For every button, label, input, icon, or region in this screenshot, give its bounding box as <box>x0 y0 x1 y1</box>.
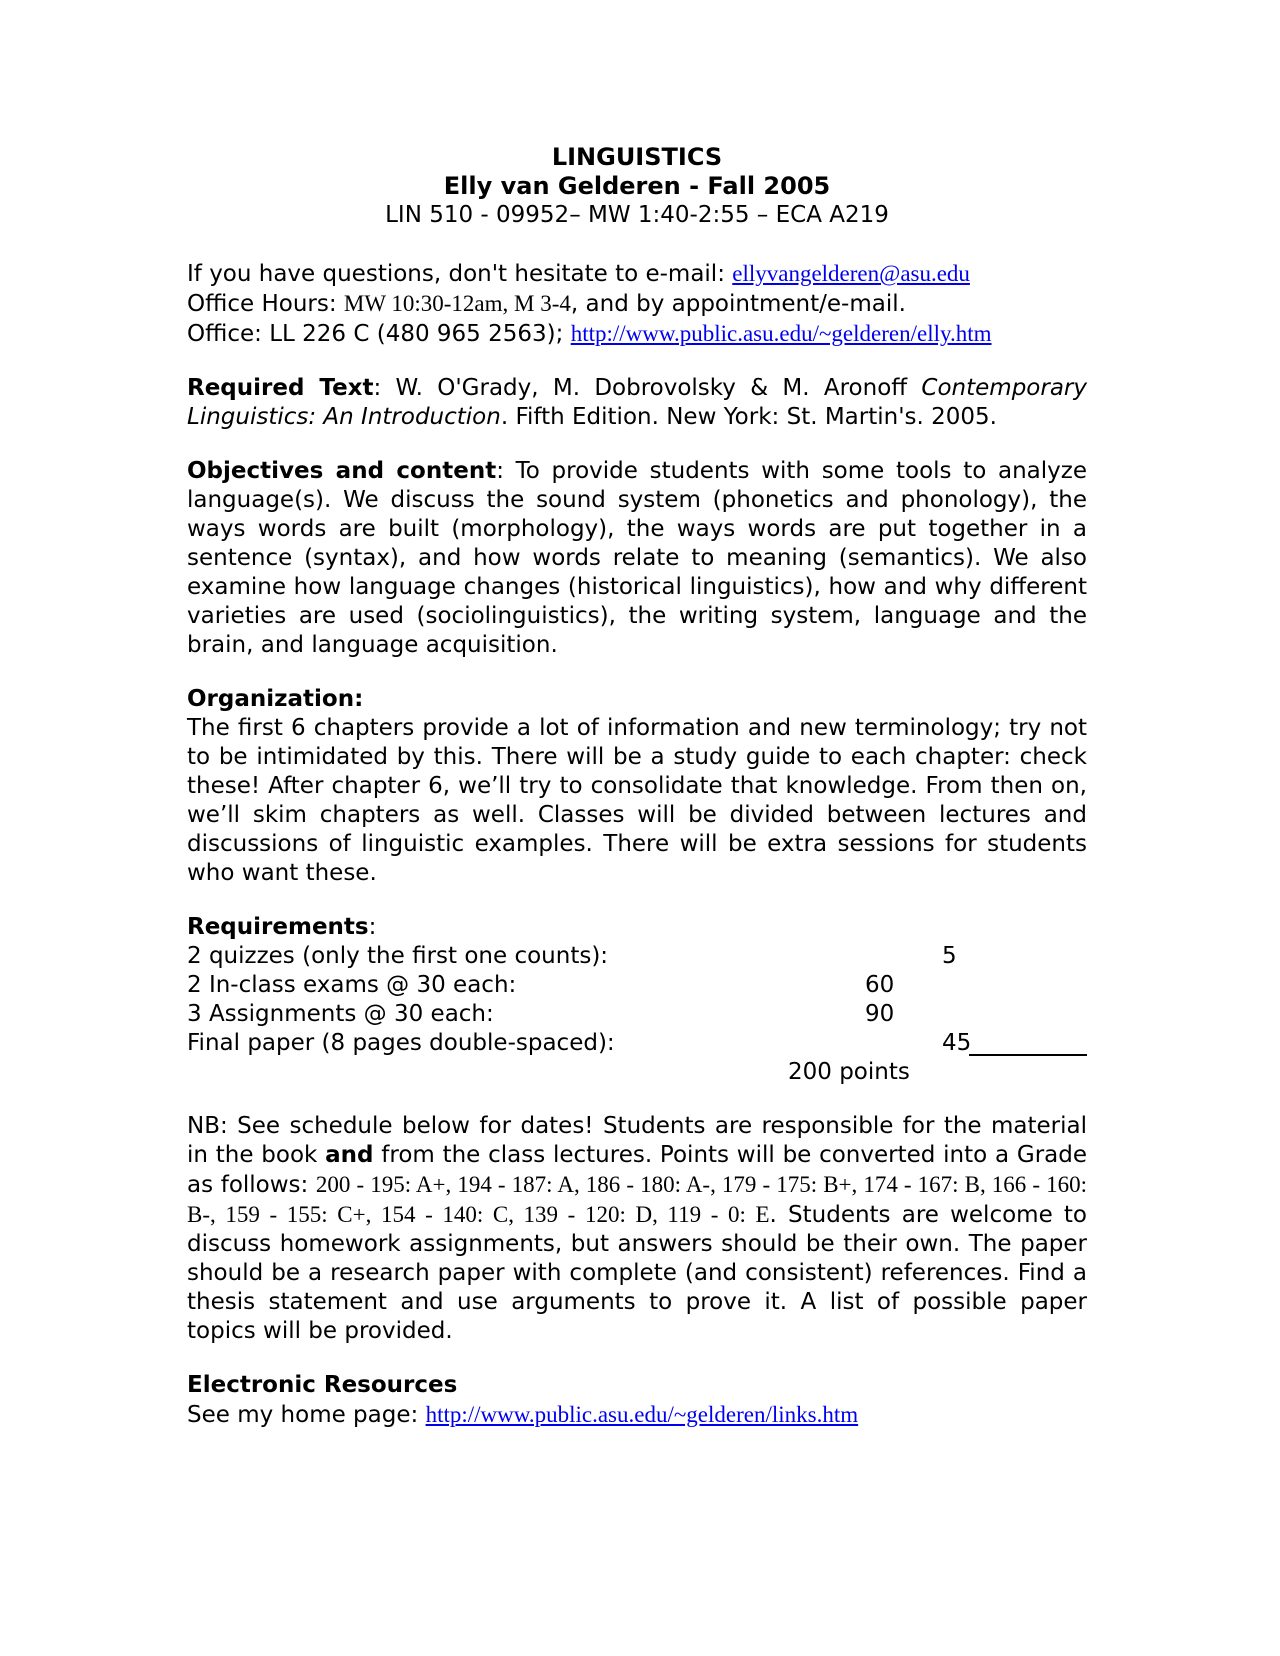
organization-text: The first 6 chapters provide a lot of information and new terminology; try not to be intimidated by this. There will be a study guide to each chapter: check these! After chapter 6, we’ll try to consolidate that knowledge. From then on, we’ll skim chapters as well. Classes will be divided between lectures and discussions of linguistic examples. There will be extra sessions for students who want these. <box>187 715 1087 886</box>
hours-prefix: Office Hours: <box>187 291 344 317</box>
organization-heading: Organization: <box>187 686 364 712</box>
required-text-authors: : W. O'Grady, M. Dobrovolsky & M. Aronoff <box>373 375 922 401</box>
course-title: LINGUISTICS <box>551 143 723 171</box>
requirement-value: 45 <box>942 1030 972 1056</box>
office-line <box>187 319 1087 349</box>
requirements-label: Requirements <box>187 914 369 940</box>
notes-part3: . Students are welcome to discuss homework assignments, but answers should be their own. The paper should be a research paper with complete (and consistent) references. Find a thesis statement and use arguments to prove it. A list of possible paper topics will be provided. <box>187 1202 1087 1344</box>
required-text-details: . Fifth Edition. New York: St. Martin's. 2005. <box>500 404 997 430</box>
hours-suffix: , and by appointment/e-mail. <box>570 291 906 317</box>
requirement-row <box>187 942 1087 971</box>
office-hours-line <box>187 289 1087 319</box>
required-text-label: Required Text <box>187 375 374 401</box>
notes-and: and <box>325 1142 374 1168</box>
grade-scale: 200 - 195: A+, 194 - 187: A, 186 - 180: A-, 179 - 175: B+, 174 - 167: B, 166 - 160: B-, 159 - 155: C+, 154 - 140: C, 139 - 120: D, 119 - 0: E <box>187 1172 1087 1227</box>
requirement-row <box>187 971 1087 1000</box>
requirement-label: 2 quizzes (only the first one counts): <box>187 943 609 969</box>
requirements-total: 200 points <box>788 1059 910 1085</box>
objectives-label: Objectives and content <box>187 458 497 484</box>
requirements-colon: : <box>368 914 377 940</box>
notes-paragraph <box>187 1112 1087 1346</box>
instructor-term: Elly van Gelderen - Fall 2005 <box>443 172 831 200</box>
home-page-link[interactable]: http://www.public.asu.edu/~gelderen/links.htm <box>425 1402 859 1427</box>
notes-part1: NB: See schedule below for dates! Students are responsible for the material in the book <box>187 1113 1087 1168</box>
required-text-book-title: Contemporary Linguistics: An Introduction <box>187 375 1087 430</box>
email-prefix: If you have questions, don't hesitate to e-mail: <box>187 261 733 287</box>
total-rule <box>969 1054 1087 1056</box>
office-prefix: Office: LL 226 C (480 965 2563); <box>187 321 571 347</box>
requirement-label: 3 Assignments @ 30 each: <box>187 1001 494 1027</box>
course-info: LIN 510 - 09952– MW 1:40-2:55 – ECA A219 <box>385 202 889 228</box>
requirement-value: 5 <box>942 943 957 969</box>
requirement-row <box>187 1000 1087 1029</box>
syllabus-page <box>187 143 1087 1430</box>
requirement-label: 2 In-class exams @ 30 each: <box>187 972 517 998</box>
email-line <box>187 259 1087 289</box>
hours-value: MW 10:30-12am, M 3-4 <box>343 291 571 316</box>
required-text-paragraph <box>187 374 1087 432</box>
notes-part2: from the class lectures. Points will be converted into a Grade as follows: <box>187 1142 1087 1198</box>
requirement-value: 90 <box>865 1001 895 1027</box>
home-page-line <box>187 1400 1087 1430</box>
requirements-total-row <box>187 1058 1087 1087</box>
requirements-heading <box>187 913 1087 942</box>
requirement-value: 60 <box>865 972 895 998</box>
office-url-link[interactable]: http://www.public.asu.edu/~gelderen/elly.htm <box>570 321 992 346</box>
email-link[interactable]: ellyvangelderen@asu.edu <box>732 261 970 286</box>
home-page-prefix: See my home page: <box>187 1402 426 1428</box>
requirement-row <box>187 1029 1087 1058</box>
objectives-paragraph <box>187 457 1087 660</box>
objectives-text: : To provide students with some tools to analyze language(s). We discuss the sound system (phonetics and phonology), the ways words are built (morphology), the ways words are put together in a sentence (syntax), and how words relate to meaning (semantics). We also examine how language changes (historical linguistics), how and why different varieties are used (sociolinguistics), the writing system, language and the brain, and language acquisition. <box>187 458 1087 658</box>
electronic-resources-heading: Electronic Resources <box>187 1372 458 1398</box>
requirement-label: Final paper (8 pages double-spaced): <box>187 1030 615 1056</box>
